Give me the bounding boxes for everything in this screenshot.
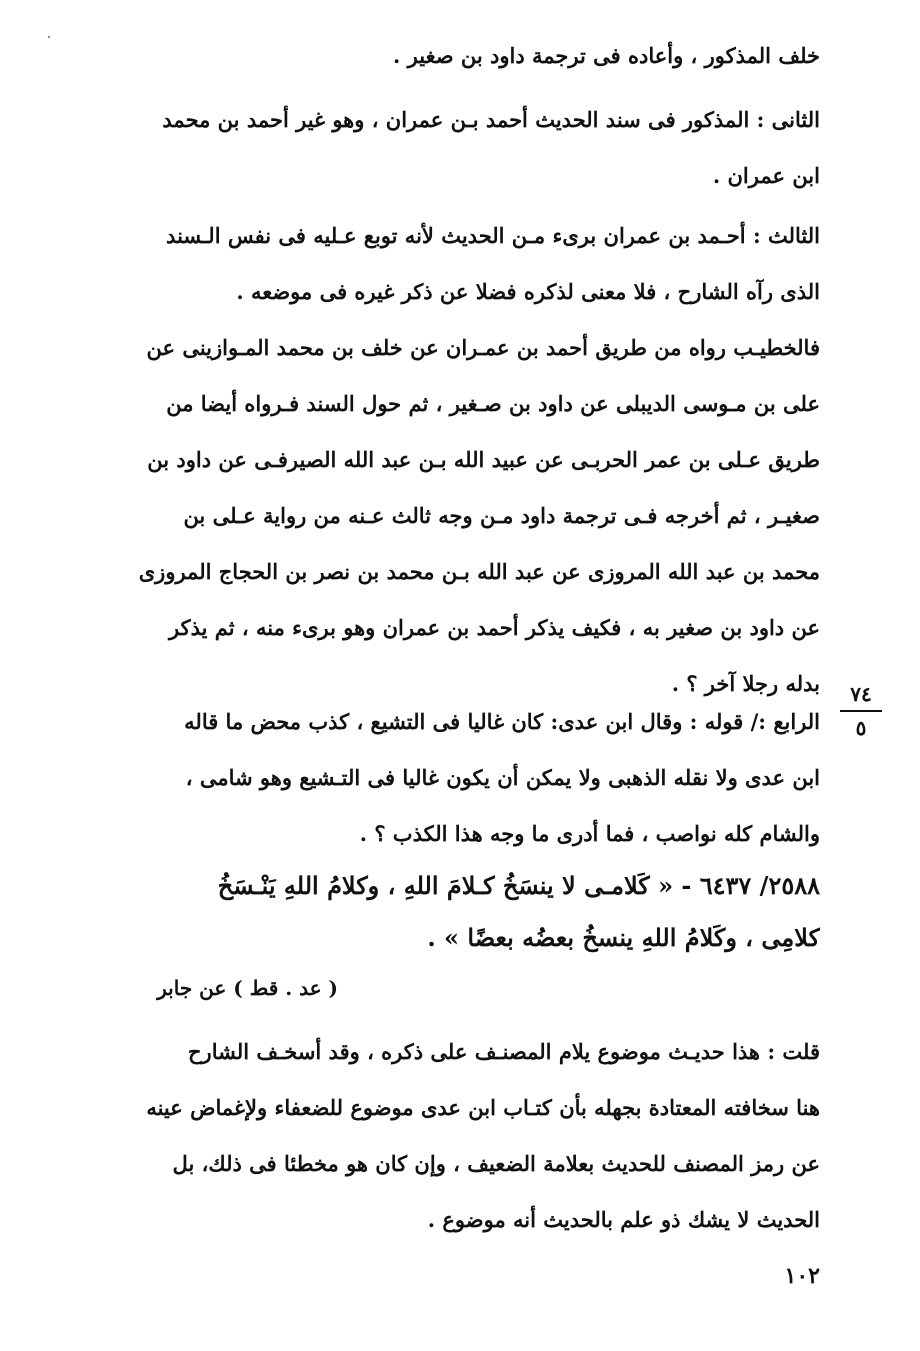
scan-speck: [48, 36, 50, 38]
text-line: والشام كله نواصب ، فما أدرى ما وجه هذا الكذب ؟ .: [359, 821, 820, 846]
text-line: كلامِى ، وكَلامُ اللهِ ينسخُ بعضُه بعضًا » .: [427, 923, 820, 952]
text-line: بدله رجلا آخر ؟ .: [671, 671, 820, 696]
margin-page-number: ٥: [855, 716, 867, 740]
paragraph-commentary: [118, 1024, 820, 1248]
text-line: الحديث لا يشك ذو علم بالحديث أنه موضوع .: [427, 1207, 820, 1232]
text-line: الثالث : أحـمد بن عمران برىء مـن الحديث لأنه توبع عـليه فى نفس الـسند: [166, 223, 820, 248]
text-line: خلف المذكور ، وأعاده فى ترجمة داود بن صغير .: [393, 43, 820, 68]
text-line: على بن مـوسى الديبلى عن داود بن صـغير ، ثم حول السند فـرواه أيضا من: [166, 391, 820, 416]
text-line: طريق عـلى بن عمر الحربـى عن عبيد الله بـن عبد الله الصيرفـى عن داود بن: [147, 447, 820, 472]
text-line: ابن عدى ولا نقله الذهبى ولا يمكن أن يكون غاليا فى التـشيع وهو شامى ،: [185, 765, 820, 790]
hadith-text: [118, 860, 820, 964]
text-line: محمد بن عبد الله المروزى عن عبد الله بـن محمد بن نصر بن الحجاج المروزى: [138, 559, 820, 584]
margin-page-marker: [836, 682, 886, 740]
hadith-source: ( عد . قط ) عن جابر: [157, 976, 338, 1000]
text-line: فالخطيـب رواه من طريق أحمد بن عمـران عن خلف بن محمد المـوازينى عن: [146, 335, 820, 360]
text-line: هنا سخافته المعتادة بجهله بأن كتـاب ابن عدى موضوع للضعفاء ولإغماض عينه: [146, 1095, 820, 1120]
margin-volume-number: ٧٤: [850, 682, 872, 706]
paragraph-fourth-point: [118, 694, 820, 862]
text-line: الرابع :/ قوله : وقال ابن عدى: كان غاليا فى التشيع ، كذب محض ما قاله: [184, 709, 820, 734]
text-line: قلت : هذا حديـث موضوع يلام المصنـف على ذكره ، وقد أسخـف الشارح: [188, 1039, 820, 1064]
text-line: صغيـر ، ثم أخرجه فـى ترجمة داود مـن وجه ثالث عـنه من رواية عـلى بن: [183, 503, 820, 528]
paragraph-continuation: [118, 28, 820, 84]
text-line: عن رمز المصنف للحديث بعلامة الضعيف ، وإن كان هو مخطئا فى ذلك، بل: [172, 1151, 820, 1176]
page-number: ١٠٢: [784, 1263, 820, 1289]
text-line: عن داود بن صغير به ، فكيف يذكر أحمد بن عمران وهو برىء منه ، ثم يذكر: [169, 615, 820, 640]
margin-divider: [840, 710, 882, 712]
paragraph-isnad-discussion: [118, 320, 820, 712]
text-line: الذى رآه الشارح ، فلا معنى لذكره فضلا عن ذكر غيره فى موضعه .: [236, 279, 820, 304]
text-line: ٢٥٨٨/ ٦٤٣٧ - « كَلامـى لا ينسَخُ كـلامَ اللهِ ، وكلامُ اللهِ يَنْـسَخُ: [217, 871, 820, 900]
paragraph-third-point: [118, 208, 820, 320]
paragraph-second-point: [118, 92, 820, 204]
text-line: الثانى : المذكور فى سند الحديث أحمد بـن عمران ، وهو غير أحمد بن محمد: [162, 107, 820, 132]
text-line: ابن عمران .: [712, 163, 820, 188]
